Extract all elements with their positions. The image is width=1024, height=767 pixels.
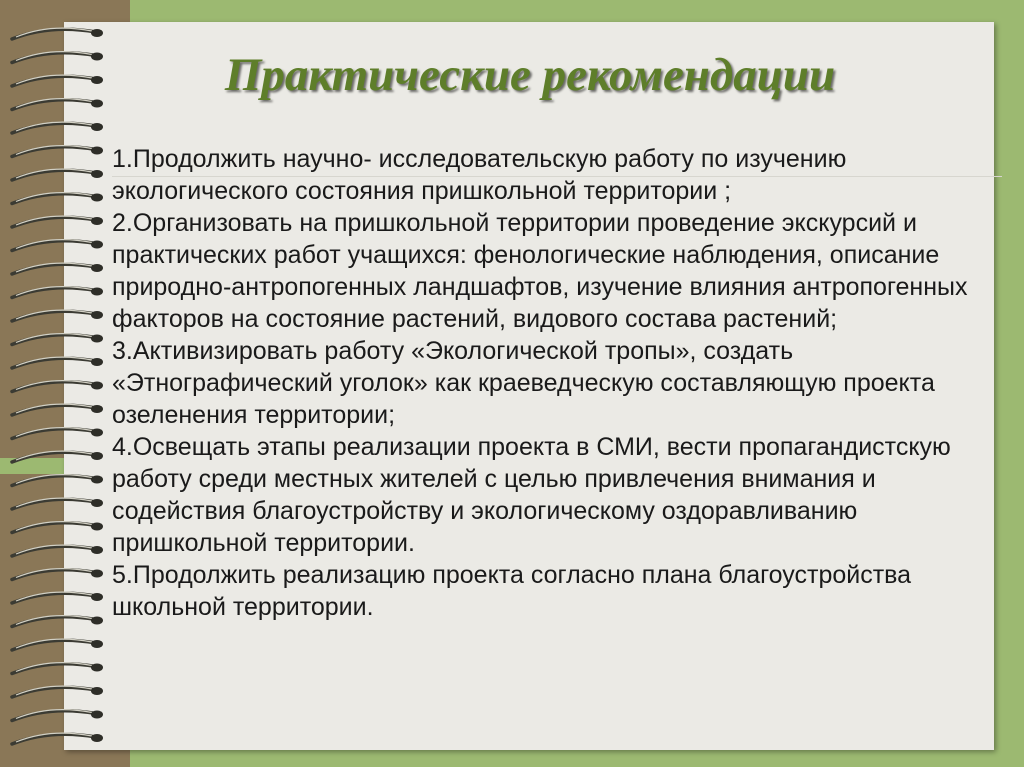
item-number: 5. xyxy=(112,561,133,589)
item-number: 3. xyxy=(112,337,133,365)
item-text: Активизировать работу «Экологической тропы», создать «Этнографический уголок» как краеведческую составляющую проекта озеленения территории; xyxy=(112,337,935,429)
list-item xyxy=(112,559,992,623)
item-number: 4. xyxy=(112,433,133,461)
list-item xyxy=(112,143,992,207)
item-text: Организовать на пришкольной территории проведение экскурсий и практических работ учащихся: фенологические наблюдения, описание природно-антропогенных ландшафтов, изучение влияния антропогенных факторов на состояние растений, видового состава растений; xyxy=(112,209,968,333)
list-item xyxy=(112,207,992,335)
item-number: 2. xyxy=(112,209,133,237)
list-item xyxy=(112,335,992,431)
list-item xyxy=(112,431,992,559)
item-text: Продолжить реализацию проекта согласно плана благоустройства школьной территории. xyxy=(112,561,912,621)
item-text: Продолжить научно- исследовательскую работу по изучению экологического состояния пришкольной территории ; xyxy=(112,145,847,205)
item-number: 1. xyxy=(112,145,133,173)
recommendations-list xyxy=(112,143,992,623)
slide-title: Практические рекомендации xyxy=(224,49,836,101)
item-text: Освещать этапы реализации проекта в СМИ, вести пропагандистскую работу среди местных жителей с целью привлечения внимания и содействия благоустройству и экологическому оздоравливанию пришкольной территории. xyxy=(112,433,951,557)
